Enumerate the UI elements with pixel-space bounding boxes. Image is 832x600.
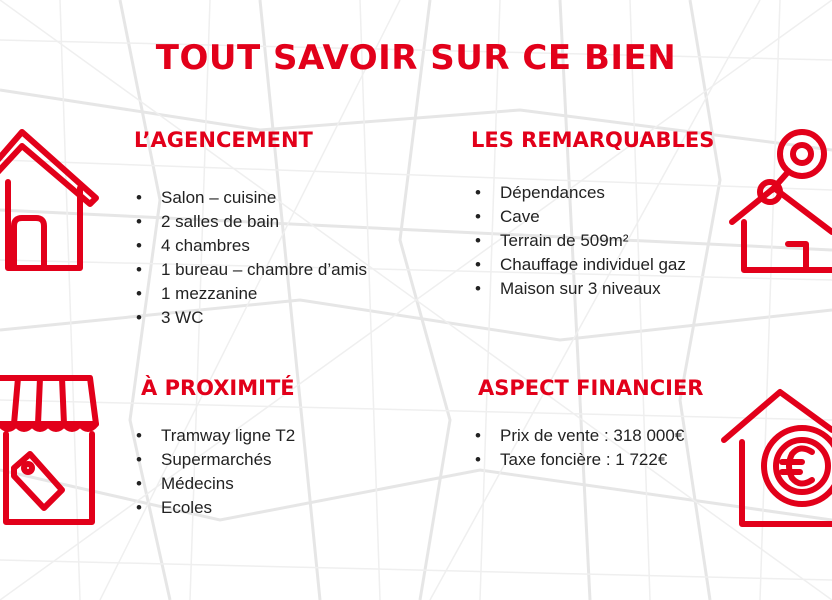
shop-tag-icon [0, 372, 100, 528]
list-item: • 4 chambres [134, 234, 367, 258]
list-item: • 3 WC [134, 306, 367, 330]
section-heading-remarquables: LES REMARQUABLES [471, 128, 715, 152]
list-item: • Dépendances [473, 181, 686, 205]
list-item: • Ecoles [134, 496, 295, 520]
list-item: • Médecins [134, 472, 295, 496]
list-item: • Taxe foncière : 1 722€ [473, 448, 684, 472]
house-euro-icon [720, 380, 832, 528]
list-item: • 2 salles de bain [134, 210, 367, 234]
list-item: • Supermarchés [134, 448, 295, 472]
list-item: • Maison sur 3 niveaux [473, 277, 686, 301]
section-heading-financier: ASPECT FINANCIER [478, 376, 704, 400]
section-heading-proximite: À PROXIMITÉ [141, 376, 295, 400]
house-icon [0, 122, 100, 274]
list-item: • Terrain de 509m² [473, 229, 686, 253]
list-item: • 1 mezzanine [134, 282, 367, 306]
list-proximite [134, 424, 295, 520]
list-item: • Tramway ligne T2 [134, 424, 295, 448]
list-item: • Salon – cuisine [134, 186, 367, 210]
list-item: • 1 bureau – chambre d’amis [134, 258, 367, 282]
list-item: • Cave [473, 205, 686, 229]
list-item: • Chauffage individuel gaz [473, 253, 686, 277]
list-agencement [134, 186, 367, 330]
page-title: TOUT SAVOIR SUR CE BIEN [155, 38, 677, 78]
house-key-icon [726, 124, 832, 274]
list-financier [473, 424, 684, 472]
list-remarquables [473, 181, 686, 301]
list-item: • Prix de vente : 318 000€ [473, 424, 684, 448]
section-heading-agencement: L’AGENCEMENT [134, 128, 313, 152]
